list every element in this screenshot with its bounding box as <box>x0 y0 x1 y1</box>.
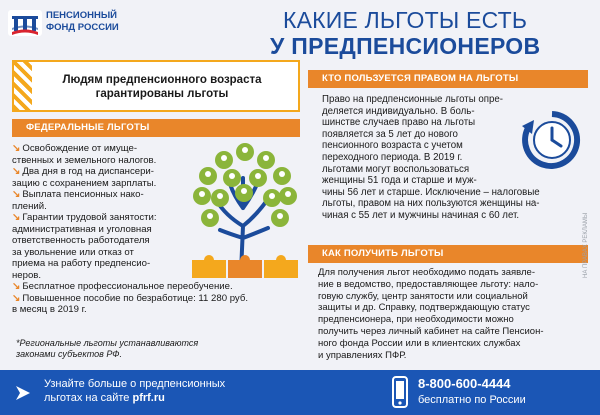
arrow-icon: ↘ <box>12 166 21 177</box>
website-link[interactable]: pfrf.ru <box>132 391 165 404</box>
lead-text <box>42 73 282 101</box>
logo-line-2: ФОНД РОССИИ <box>46 22 119 33</box>
hotline-number[interactable]: 8-800-600-4444 <box>418 376 511 391</box>
arrow-right-icon <box>14 382 34 404</box>
puzzle-base-illustration <box>190 254 302 280</box>
list-item-text: Выплата пенсионных нако- плений. <box>12 189 144 212</box>
list-item-text: Бесплатное профессиональное переобучение. <box>22 281 233 292</box>
footer-line-1: Узнайте больше о предпенсионных <box>44 378 226 390</box>
title-line-1: КАКИЕ ЛЬГОТЫ ЕСТЬ <box>283 7 528 33</box>
federal-benefits-list <box>12 143 248 316</box>
pfr-emblem-icon <box>8 8 42 38</box>
lead-line-1: Людям предпенсионного возраста <box>62 74 262 86</box>
arrow-icon: ↘ <box>12 189 21 200</box>
clock-icon <box>520 104 584 174</box>
logo-line-1: ПЕНСИОННЫЙ <box>46 10 117 21</box>
footer-line-2: льготах на сайте <box>44 391 133 404</box>
list-item <box>12 166 202 189</box>
lead-banner <box>12 60 300 112</box>
list-item-text: Гарантии трудовой занятости: административная и уголовная ответственность работодателя за увольнение или отказ от приема на работу предпенсио- неров. <box>12 212 157 281</box>
lead-line-2: гарантированы льготы <box>95 88 229 100</box>
phone-icon <box>392 376 408 408</box>
how-to-get-text: Для получения льгот необходимо подать заявле- ние в ведомство, предоставляющее льготу: нало- говую службу, центр занятости или социальной защиты и др. Справку, подтверждающую статус предпенсионера, при необходимости можно получить через личный кабинет на сайте Пенсион- ного фонда России или в клиентских службах и управлениях ПФР. <box>318 267 544 361</box>
list-item <box>12 293 302 316</box>
list-item <box>12 143 202 166</box>
people-tree-illustration <box>186 138 304 273</box>
arrow-icon: ↘ <box>12 212 21 223</box>
arrow-icon: ↘ <box>12 143 21 154</box>
who-qualifies-text: Право на предпенсионные льготы опре- деляется индивидуально. В боль- шинстве случаев право на льготы появляется за 5 лет до нового пенсионного возраста с учетом переходного периода. В 2019 г. льготами могут воспользоваться женщины 51 года и старше и муж- чины 56 лет и старше. Исключение – налоговые льготы, правом на них пользуются женщины на- чиная с 55 лет и мужчины начиная с 60 лет. <box>322 94 540 221</box>
list-item <box>12 189 202 212</box>
list-item-text: Освобождение от имуще- ственных и земельного налогов. <box>12 143 157 166</box>
title-line-2: У ПРЕДПЕНСИОНЕРОВ <box>270 33 541 59</box>
list-item <box>12 281 302 293</box>
pfr-logo[interactable] <box>8 6 158 42</box>
advertising-note: НА ПРАВАХ РЕКЛАМЫ <box>583 212 589 278</box>
regional-benefits-note: *Региональные льготы устанавливаются законами субъектов РФ. <box>16 338 199 359</box>
how-to-get-header: КАК ПОЛУЧИТЬ ЛЬГОТЫ <box>308 245 588 263</box>
list-item-text: Два дня в год на диспансери- зацию с сохранением зарплаты. <box>12 166 157 189</box>
list-item <box>12 212 202 281</box>
arrow-icon: ↘ <box>12 292 21 304</box>
hotline-note: бесплатно по России <box>418 394 526 406</box>
federal-benefits-header: ФЕДЕРАЛЬНЫЕ ЛЬГОТЫ <box>12 119 300 137</box>
footer-bar <box>0 370 600 415</box>
who-qualifies-header: КТО ПОЛЬЗУЕТСЯ ПРАВОМ НА ЛЬГОТЫ <box>308 70 588 88</box>
footer-website-text <box>44 378 225 405</box>
arrow-icon: ↘ <box>12 281 21 292</box>
lead-stripe-decoration <box>14 62 32 110</box>
list-item-text: Повышенное пособие по безработице: 11 280 руб. в месяц в 2019 г. <box>12 292 248 315</box>
